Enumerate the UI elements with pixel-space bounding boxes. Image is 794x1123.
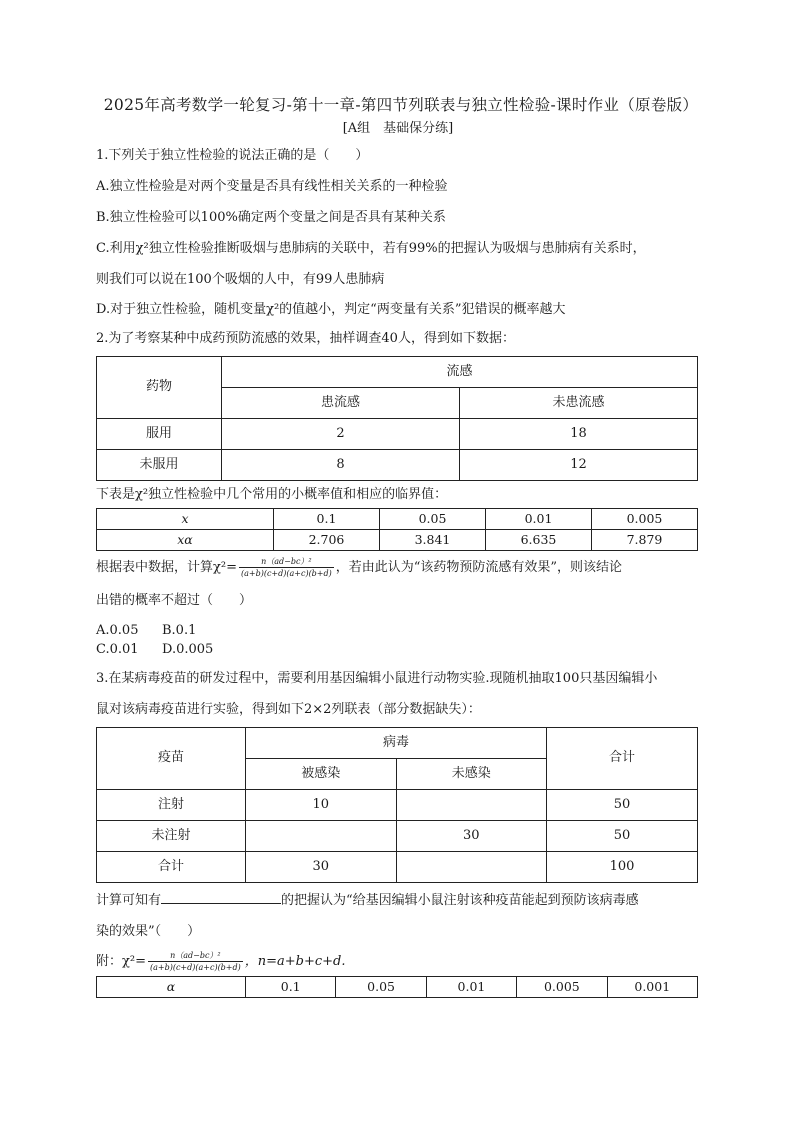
table-header-flu: 流感 <box>222 357 698 388</box>
q1-option-d: D.对于独立性检验，随机变量χ²的值越小，判定“两变量有关系”犯错误的概率越大 <box>96 302 566 318</box>
table-cell: 0.1 <box>246 977 336 998</box>
table-cell: 7.879 <box>592 530 698 551</box>
table-cell: 50 <box>547 820 698 851</box>
table-cell: 100 <box>547 851 698 882</box>
table-cell: 2.706 <box>274 530 380 551</box>
table-header-total: 合计 <box>547 727 698 789</box>
table-cell: 18 <box>460 419 698 450</box>
row-label: 注射 <box>97 789 246 820</box>
chi-square-fraction <box>239 557 334 578</box>
fraction-denominator: (a+b)(c+d)(a+c)(b+d) <box>149 962 241 972</box>
table-row <box>97 419 698 450</box>
table-header-not-sick: 未患流感 <box>460 388 698 419</box>
table-cell: 0.005 <box>517 977 607 998</box>
table-header-drug: 药物 <box>97 357 222 419</box>
row-label: 未注射 <box>97 820 246 851</box>
table-header-not-infected: 未感染 <box>396 758 547 789</box>
calc-suffix: 的把握认为“给基因编辑小鼠注射该种疫苗能起到预防该病毒感 <box>281 892 639 908</box>
table-cell: 2 <box>222 419 460 450</box>
q3-stem-cont: 鼠对该病毒疫苗进行实验，得到如下2×2列联表（部分数据缺失）： <box>96 702 481 718</box>
q3-contingency-table <box>96 727 698 883</box>
formula-prefix: 根据表中数据，计算χ²= <box>96 560 237 576</box>
table-cell: 0.001 <box>607 977 697 998</box>
q1-option-c: C.利用χ²独立性检验推断吸烟与患肺病的关联中，若有99%的把握认为吸烟与患肺病有关系时， <box>96 240 646 256</box>
table-row <box>97 450 698 481</box>
table-row <box>97 789 698 820</box>
appendix-suffix: ，n=a+b+c+d. <box>244 953 346 969</box>
q2-option-c: C.0.01 <box>96 642 139 658</box>
table-cell: 30 <box>246 851 397 882</box>
q2-stem: 2.为了考察某种中成药预防流感的效果，抽样调查40人，得到如下数据： <box>96 331 515 347</box>
table-row <box>97 820 698 851</box>
table-cell: 0.1 <box>274 509 380 530</box>
table-cell: 8 <box>222 450 460 481</box>
q1-option-c-cont: 则我们可以说在100个吸烟的人中，有99人患肺病 <box>96 271 385 287</box>
fraction-numerator: n（ad−bc）² <box>170 950 221 960</box>
q2-option-d: D.0.005 <box>162 642 214 658</box>
q1-option-b: B.独立性检验可以100%确定两个变量之间是否具有某种关系 <box>96 209 446 225</box>
q1-option-a: A.独立性检验是对两个变量是否具有线性相关关系的一种检验 <box>96 178 448 194</box>
q3-calc-line <box>96 891 700 910</box>
q2-question: 出错的概率不超过（ ） <box>96 592 253 608</box>
table-header-sick: 患流感 <box>222 388 460 419</box>
table-header-vaccine: 疫苗 <box>97 727 246 789</box>
row-label: 服用 <box>97 419 222 450</box>
answer-blank[interactable] <box>161 891 281 904</box>
q2-options-row-1 <box>96 623 700 640</box>
table-cell: 50 <box>547 789 698 820</box>
table-header-virus: 病毒 <box>246 727 547 758</box>
q2-contingency-table <box>96 356 698 481</box>
q3-stem: 3.在某病毒疫苗的研发过程中，需要利用基因编辑小鼠进行动物实验.现随机抽取100只基因编辑小 <box>96 671 658 687</box>
q2-option-a: A.0.05 <box>96 623 139 639</box>
q1-stem: 1.下列关于独立性检验的说法正确的是（ ） <box>96 148 369 164</box>
table-cell: 12 <box>460 450 698 481</box>
table-cell: 0.005 <box>592 509 698 530</box>
table-cell: 0.05 <box>380 509 486 530</box>
appendix-prefix: 附：χ²= <box>96 953 146 969</box>
row-label: 未服用 <box>97 450 222 481</box>
table-header-infected: 被感染 <box>246 758 397 789</box>
q2-option-b: B.0.1 <box>162 623 197 639</box>
q2-formula-line <box>96 557 700 578</box>
fraction-numerator: n（ad−bc）² <box>261 557 312 567</box>
q3-calc-cont: 染的效果”（ ） <box>96 923 201 939</box>
worksheet-title: 2025年高考数学一轮复习-第十一章-第四节列联表与独立性检验-课时作业（原卷版） <box>103 96 699 114</box>
row-label: x <box>97 509 274 530</box>
table-cell <box>246 820 397 851</box>
critical-value-intro: 下表是χ²独立性检验中几个常用的小概率值和相应的临界值： <box>96 487 448 503</box>
row-label: 合计 <box>97 851 246 882</box>
table-cell: 30 <box>396 820 547 851</box>
alpha-table <box>96 976 698 998</box>
group-label: [A组 基础保分练] <box>342 121 454 137</box>
formula-suffix: ，若由此认为“该药物预防流感有效果”，则该结论 <box>335 560 623 576</box>
q3-appendix-line <box>96 951 700 972</box>
worksheet-page <box>96 95 700 998</box>
row-label: α <box>97 977 246 998</box>
table-cell: 0.01 <box>426 977 516 998</box>
critical-value-table <box>96 508 698 551</box>
table-cell: 3.841 <box>380 530 486 551</box>
table-cell: 6.635 <box>486 530 592 551</box>
table-cell: 0.05 <box>336 977 426 998</box>
calc-prefix: 计算可知有 <box>96 892 162 908</box>
chi-square-fraction <box>148 951 243 972</box>
table-cell <box>396 851 547 882</box>
table-cell: 0.01 <box>486 509 592 530</box>
table-cell: 10 <box>246 789 397 820</box>
fraction-denominator: (a+b)(c+d)(a+c)(b+d) <box>240 569 332 579</box>
table-cell <box>396 789 547 820</box>
table-row <box>97 851 698 882</box>
q2-options-row-2 <box>96 642 700 659</box>
row-label: xα <box>97 530 274 551</box>
